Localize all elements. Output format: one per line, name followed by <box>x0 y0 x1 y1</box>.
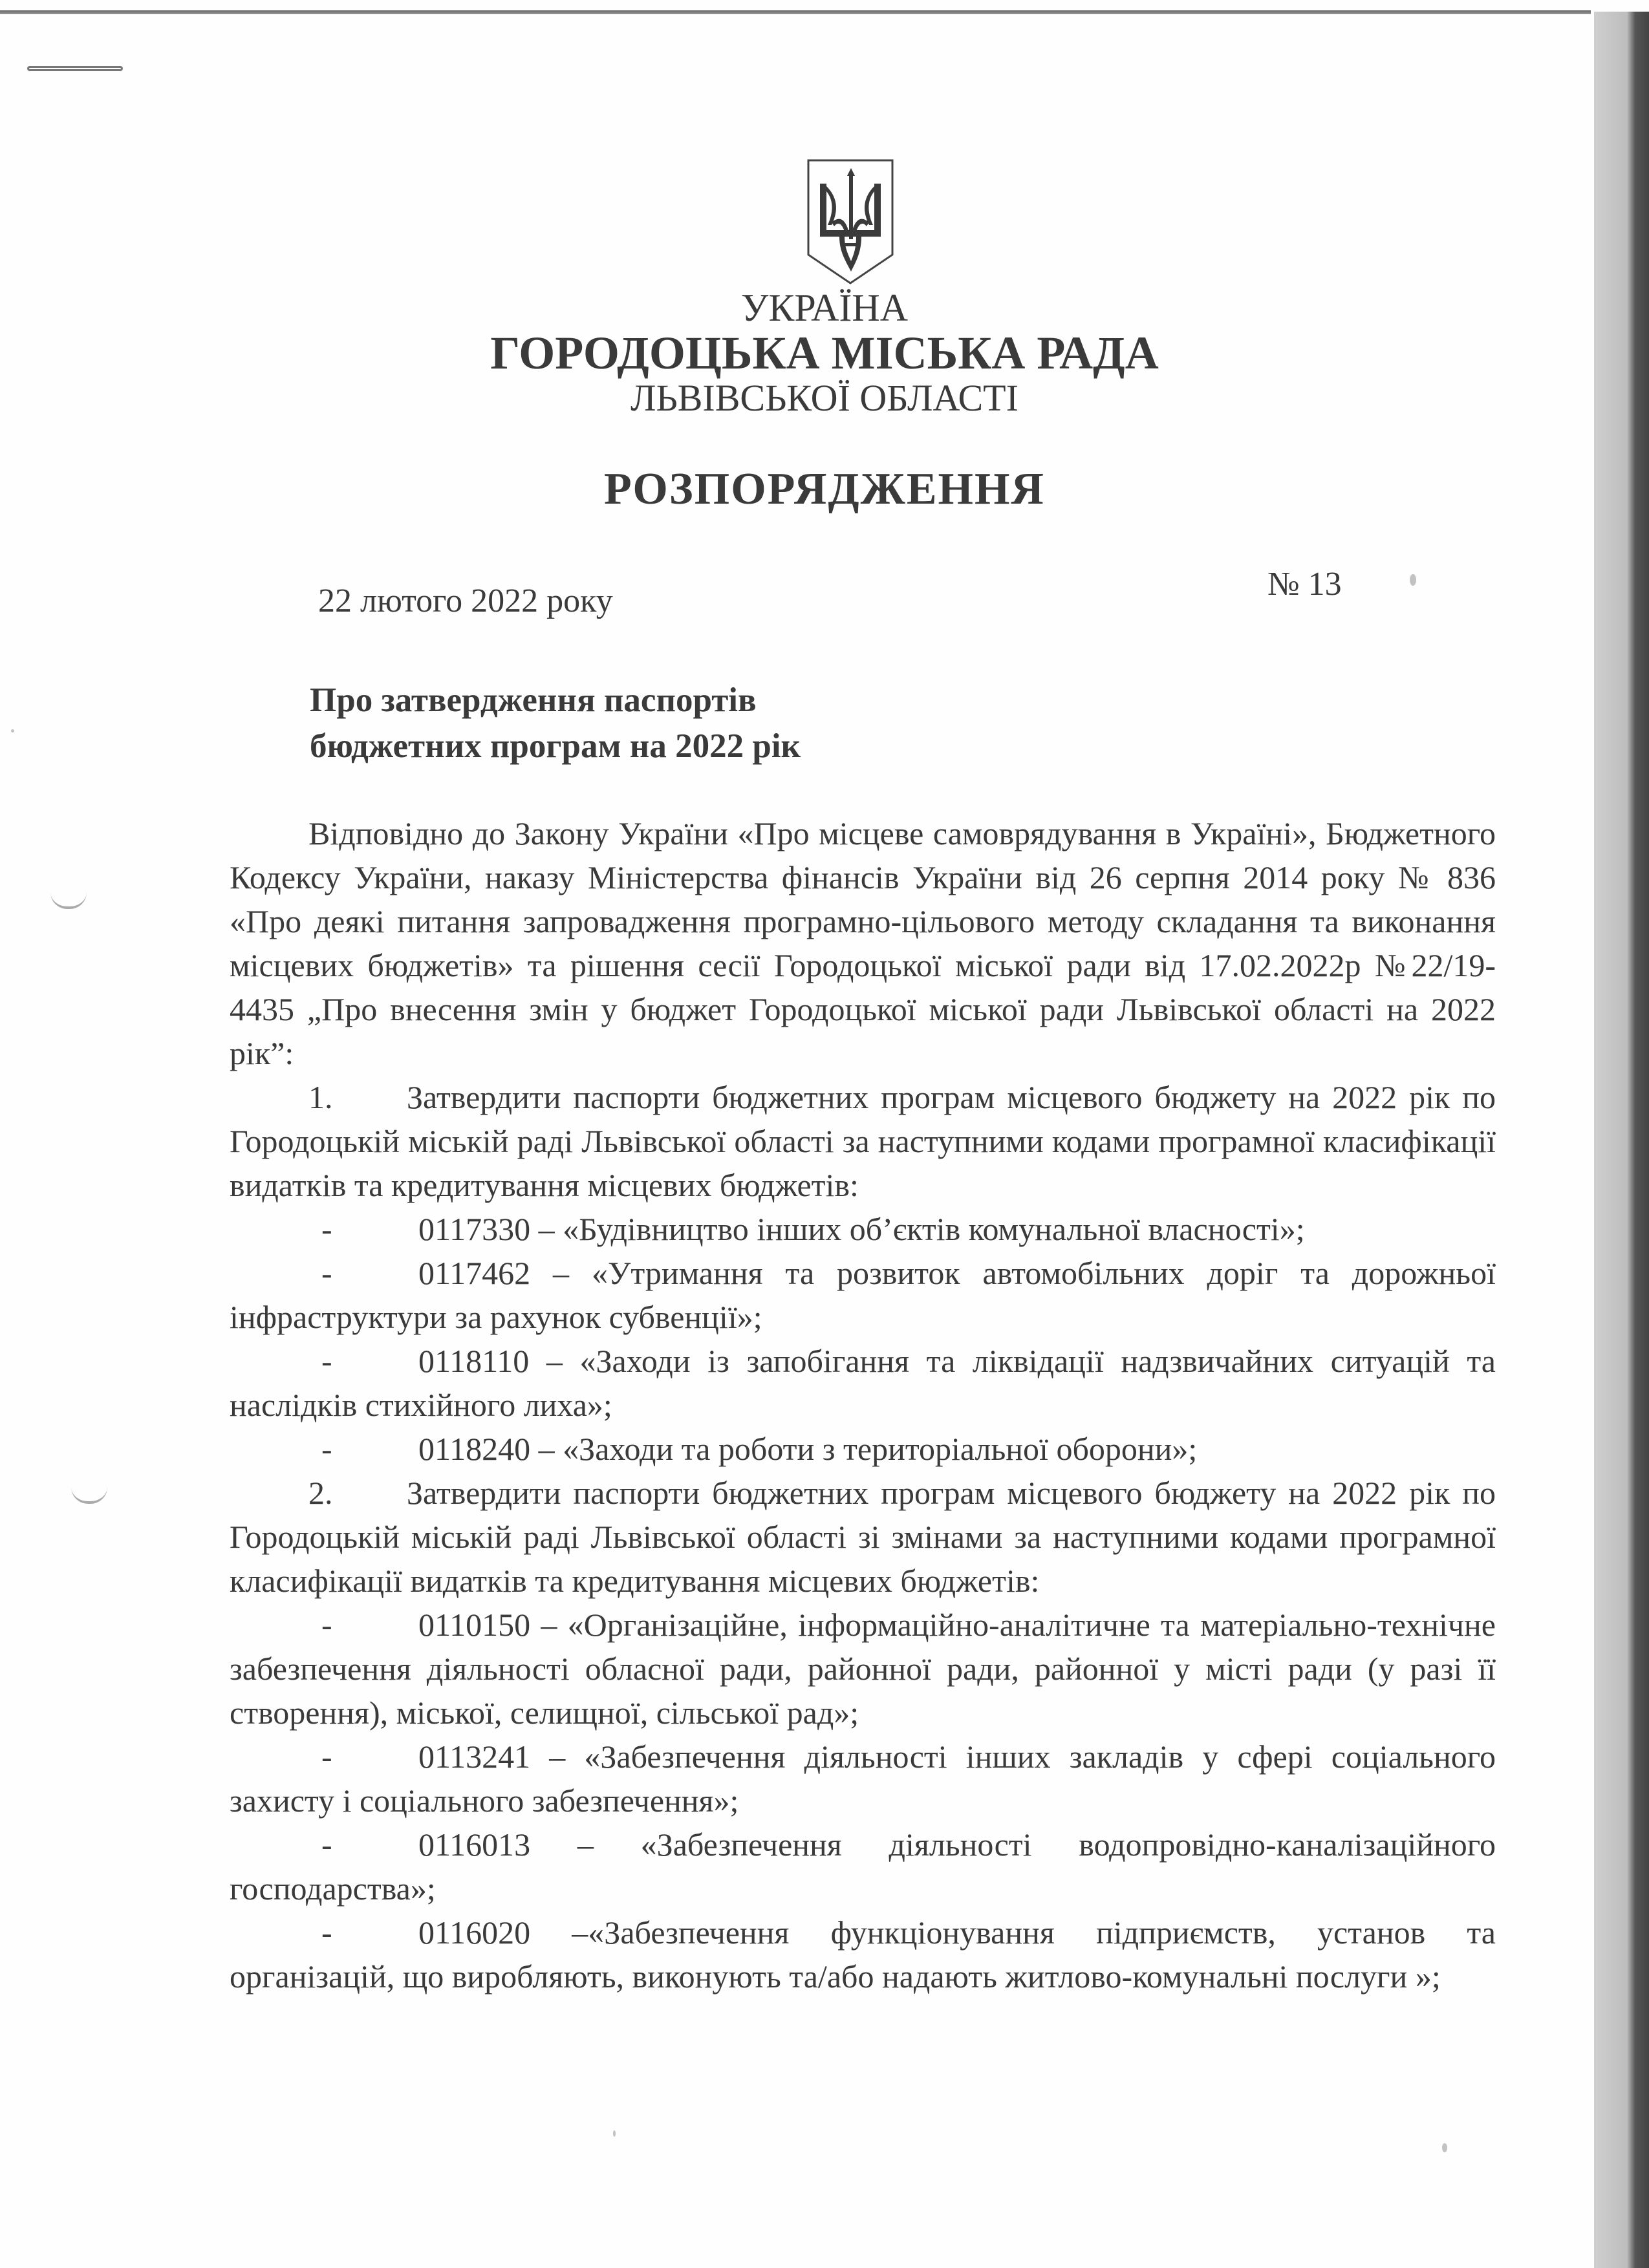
document-date: 22 лютого 2022 року <box>318 583 613 619</box>
subject-line: Про затвердження паспортів <box>310 681 757 719</box>
list-marker: - <box>321 1826 332 1863</box>
numbered-item <box>230 1075 1496 1207</box>
list-item-text: 0118110 – «Заходи із запобігання та ліквідації надзвичайних ситуацій та наслідків стихійного лиха»; <box>230 1343 1496 1423</box>
document-type-title: РОЗПОРЯДЖЕННЯ <box>604 464 1045 514</box>
item-number: 1. <box>308 1079 333 1115</box>
list-item <box>230 1910 1496 1998</box>
list-item <box>230 1207 1496 1251</box>
list-item-text: 0117330 – «Будівництво інших об’єктів комунальної власності»; <box>418 1211 1305 1247</box>
list-item <box>230 1339 1496 1427</box>
subject-line: бюджетних програм на 2022 рік <box>310 727 801 765</box>
list-item <box>230 1251 1496 1339</box>
scan-top-edge <box>0 10 1591 14</box>
document-subject <box>310 678 801 769</box>
list-marker: - <box>321 1255 332 1291</box>
scan-mark <box>27 66 123 71</box>
item-number: 2. <box>308 1475 333 1511</box>
scan-speck <box>1442 2143 1447 2152</box>
coat-of-arms-icon <box>806 158 895 286</box>
list-item-text: 0117462 – «Утримання та розвиток автомобільних доріг та дорожньої інфраструктури за рахунок субвенції»; <box>230 1255 1496 1335</box>
header-country: УКРАЇНА <box>740 286 909 329</box>
numbered-item <box>230 1471 1496 1603</box>
list-marker: - <box>321 1211 332 1247</box>
scan-speck <box>1410 574 1416 586</box>
item-text: Затвердити паспорти бюджетних програм місцевого бюджету на 2022 рік по Городоцькій міській раді Львівської області за наступними кодами програмної класифікації видатків та кредитування місцевих бюджетів: <box>230 1079 1496 1203</box>
document-body <box>230 811 1496 1998</box>
scan-speck <box>613 2130 616 2137</box>
list-item <box>230 1823 1496 1910</box>
header-region: ЛЬВІВСЬКОЇ ОБЛАСТІ <box>630 377 1018 419</box>
list-item <box>230 1735 1496 1823</box>
document-number: № 13 <box>1267 566 1342 603</box>
punch-hole-mark <box>71 1487 107 1504</box>
item-text: Затвердити паспорти бюджетних програм місцевого бюджету на 2022 рік по Городоцькій міській раді Львівської області зі змінами за наступними кодами програмної класифікації видатків та кредитування місцевих бюджетів: <box>230 1475 1496 1599</box>
list-marker: - <box>321 1738 332 1775</box>
punch-hole-mark <box>50 892 87 909</box>
header-council-name: ГОРОДОЦЬКА МІСЬКА РАДА <box>490 327 1159 379</box>
list-item <box>230 1603 1496 1735</box>
list-item <box>230 1427 1496 1471</box>
list-item-text: 0113241 – «Забезпечення діяльності інших закладів у сфері соціального захисту і соціального забезпечення»; <box>230 1738 1496 1819</box>
list-item-text: 0110150 – «Організаційне, інформаційно-аналітичне та матеріально-технічне забезпечення діяльності обласної ради, районної ради, районної у місті ради (у разі її створення), міської, селищної, сільської рад»; <box>230 1607 1496 1731</box>
list-item-text: 0116020 –«Забезпечення функціонування підприємств, установ та організацій, що виробляють, виконують та/або надають житлово-комунальні послуги »; <box>230 1914 1496 1995</box>
scan-speck <box>11 729 14 733</box>
list-item-text: 0118240 – «Заходи та роботи з територіальної оборони»; <box>418 1431 1198 1467</box>
list-marker: - <box>321 1607 332 1643</box>
list-marker: - <box>321 1343 332 1379</box>
list-marker: - <box>321 1431 332 1467</box>
preamble-paragraph: Відповідно до Закону України «Про місцеве самоврядування в Україні», Бюджетного Кодексу України, наказу Міністерства фінансів України від 26 серпня 2014 року № 836 «Про деякі питання запровадження програмно-цільового методу складання та виконання місцевих бюджетів» та рішення сесії Городоцької міської ради від 17.02.2022р №22/19-4435 „Про внесення змін у бюджет Городоцької міської ради Львівської області на 2022 рік”: <box>230 815 1496 1071</box>
list-item-text: 0116013 – «Забезпечення діяльності водопровідно-каналізаційного господарства»; <box>230 1826 1496 1907</box>
list-marker: - <box>321 1914 332 1951</box>
